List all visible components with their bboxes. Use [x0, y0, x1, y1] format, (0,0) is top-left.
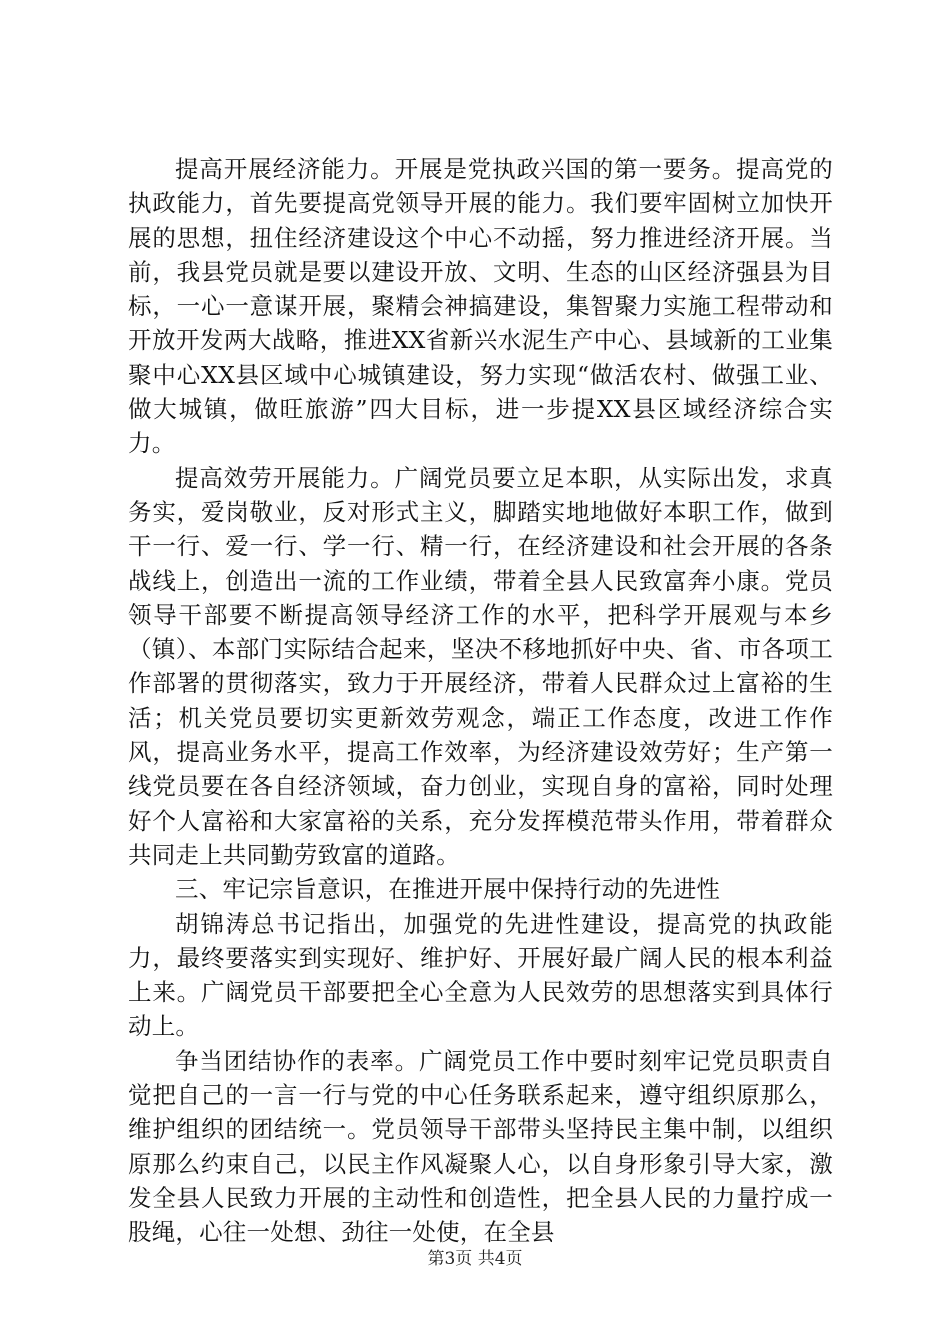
paragraph-economic-capacity: 提高开展经济能力。开展是党执政兴国的第一要务。提高党的执政能力，首先要提高党领导开展的能力。我们要牢固树立加快开展的思想，扭住经济建设这个中心不动摇，努力推进经济开展。当前，我县党员就是要以建设开放、文明、生态的山区经济强县为目标，一心一意谋开展，聚精会神搞建设，集智聚力实施工程带动和开放开发两大战略，推进XX省新兴水泥生产中心、县域新的工业集聚中心XX县区域中心城镇建设，努力实现“做活农村、做强工业、做大城镇，做旺旅游”四大目标，进一步提XX县区域经济综合实力。 [128, 155, 833, 458]
document-body [128, 152, 833, 1250]
paragraph-service-capacity: 提高效劳开展能力。广阔党员要立足本职，从实际出发，求真务实，爱岗敬业，反对形式主义，脚踏实地地做好本职工作，做到干一行、爱一行、学一行、精一行，在经济建设和社会开展的各条战线上，创造出一流的工作业绩，带着全县人民致富奔小康。党员领导干部要不断提高领导经济工作的水平，把科学开展观与本乡（镇）、本部门实际结合起来，坚决不移地抓好中央、省、市各项工作部署的贯彻落实，致力于开展经济，带着人民群众过上富裕的生活；机关党员要切实更新效劳观念，端正工作态度，改进工作作风，提高业务水平，提高工作效率，为经济建设效劳好；生产第一线党员要在各自经济领域，奋力创业，实现自身的富裕，同时处理好个人富裕和大家富裕的关系，充分发挥模范带头作用，带着群众共同走上共同勤劳致富的道路。 [128, 463, 833, 869]
section-heading-three: 三、牢记宗旨意识，在推进开展中保持行动的先进性 [175, 875, 721, 904]
paragraph-unity-cooperation: 争当团结协作的表率。广阔党员工作中要时刻牢记党员职责自觉把自己的一言一行与党的中心任务联系起来，遵守组织原那么，维护组织的团结统一。党员领导干部带头坚持民主集中制，以组织原那么约束自己，以民主作风凝聚人心，以自身形象引导大家，激发全县人民致力开展的主动性和创造性，把全县人民的力量拧成一股绳，心往一处想、劲往一处使，在全县 [128, 1046, 833, 1247]
paragraph-hu-jintao-quote: 胡锦涛总书记指出，加强党的先进性建设，提高党的执政能力，最终要落实到实现好、维护好、开展好最广阔人民的根本利益上来。广阔党员干部要把全心全意为人民效劳的思想落实到具体行动上。 [128, 909, 833, 1041]
page-number-footer: 第3页 共4页 [427, 1249, 523, 1269]
